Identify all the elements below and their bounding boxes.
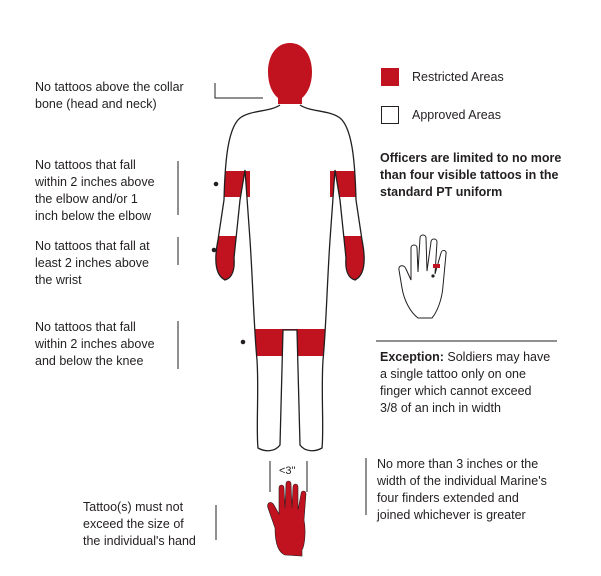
hand-rule-text: Tattoo(s) must not exceed the size of the individual's hand [83,500,196,548]
head-neck-region [268,43,312,104]
officers-note: Officers are limited to no more than four visible tattoos in the standard PT uniform [380,151,562,199]
head-rule-text: No tattoos above the collar bone (head and neck) [35,80,184,111]
body-figure [210,105,370,451]
finger-tattoo-mark [433,264,440,268]
forearm-band-right [338,236,370,286]
exception-hand-figure [399,235,446,318]
hand-width-label: <3" [279,465,296,477]
exception-label: Exception: [380,350,444,364]
forearm-band-left [210,236,242,286]
approved-legend-label: Approved Areas [412,108,501,122]
restricted-legend-label: Restricted Areas [412,70,504,84]
hand-size-figure [268,481,306,556]
elbow-rule-text: No tattoos that fall within 2 inches above the elbow and/or 1 inch below the elbow [35,158,155,223]
width-rule-text: No more than 3 inches or the width of the individual Marine's four finders extended and joined whichever is greater [377,457,547,522]
knee-band [245,329,335,356]
exception-note: Exception: Soldiers may have a single tattoo only on one finger which cannot exceed 3/8 of an inch in width [380,350,551,415]
knee-rule-text: No tattoos that fall within 2 inches above and below the knee [35,320,155,368]
wrist-rule-text: No tattoos that fall at least 2 inches above the wrist [35,239,150,287]
